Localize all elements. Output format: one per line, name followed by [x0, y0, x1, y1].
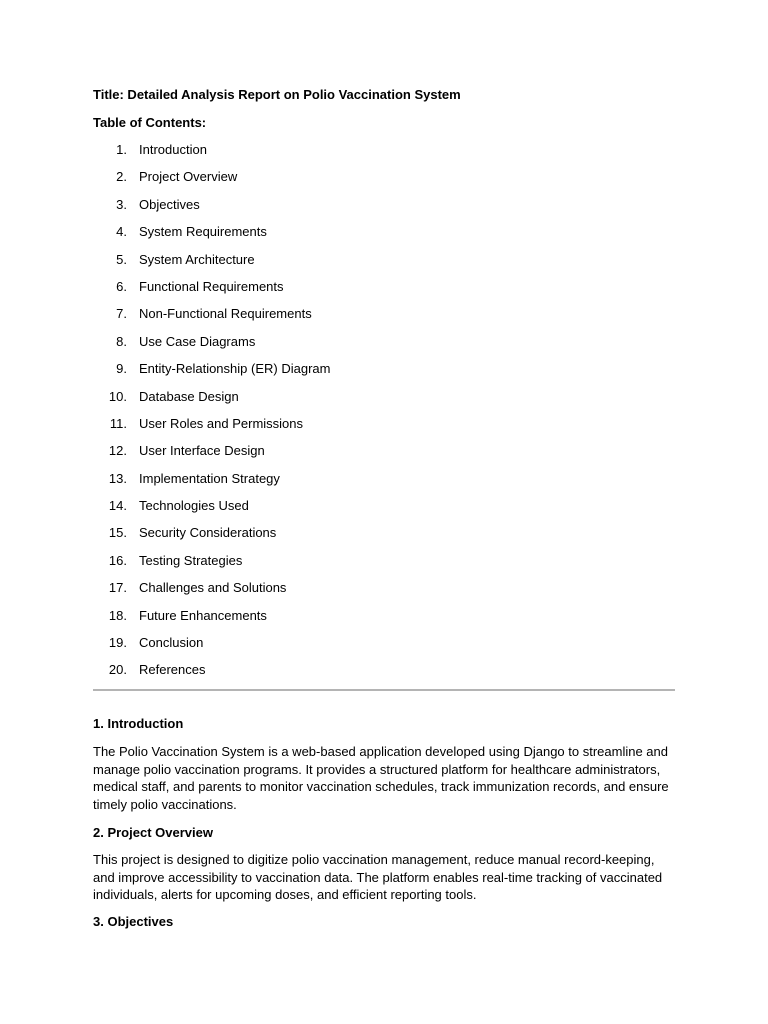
toc-item-label: Entity-Relationship (ER) Diagram: [139, 361, 331, 377]
toc-item-label: References: [139, 662, 206, 678]
toc-item-number: 11.: [109, 415, 127, 431]
toc-item-label: Technologies Used: [139, 498, 249, 514]
toc-item-label: Objectives: [139, 196, 200, 212]
toc-item-label: User Interface Design: [139, 443, 265, 459]
toc-item-label: System Requirements: [139, 224, 267, 240]
toc-item-label: Conclusion: [139, 635, 204, 651]
toc-heading: Table of Contents:: [93, 115, 207, 130]
section-body-project-overview: This project is designed to digitize polio vaccination management, reduce manual record-keeping, and improve accessibility to vaccination data. The platform enables real-time tracking of vaccinated individuals, alerts for upcoming doses, and efficient reporting tools.: [93, 852, 663, 903]
document-title: Title: Detailed Analysis Report on Polio Vaccination System: [93, 87, 461, 102]
toc-item-label: Database Design: [139, 388, 239, 404]
toc-item-number: 12.: [108, 443, 127, 459]
toc-item-number: 9.: [116, 361, 127, 377]
section-heading-project-overview: 2. Project Overview: [93, 825, 213, 840]
toc-item-number: 10.: [108, 388, 127, 404]
toc-item-number: 14.: [108, 498, 127, 514]
toc-item-label: Implementation Strategy: [139, 470, 280, 486]
toc-item-label: Introduction: [139, 142, 207, 157]
toc-item-number: 6.: [116, 278, 127, 294]
toc-item-number: 3.: [116, 196, 127, 212]
section-heading-introduction: 1. Introduction: [93, 716, 184, 731]
toc-item-label: Security Considerations: [139, 525, 277, 541]
horizontal-divider: [93, 689, 675, 691]
toc-item-label: Functional Requirements: [139, 278, 284, 294]
section-body-introduction: The Polio Vaccination System is a web-based application developed using Django to streamline and manage polio vaccination programs. It provides a structured platform for healthcare administrators, medical staff, and parents to monitor vaccination schedules, track immunization records, and ensure timely polio vaccinations.: [93, 744, 669, 812]
toc-item-number: 2.: [116, 169, 127, 185]
toc-item-number: 15.: [108, 525, 127, 541]
toc-item-number: 18.: [108, 607, 127, 623]
toc-item-label: User Roles and Permissions: [139, 415, 304, 431]
toc-item-number: 7.: [116, 306, 127, 322]
toc-item-number: 4.: [116, 224, 127, 240]
toc-item-number: 17.: [108, 580, 127, 596]
toc-item-number: 20.: [108, 662, 127, 678]
toc-item-number: 1.: [116, 142, 127, 157]
toc-item-number: 13.: [108, 470, 127, 486]
toc-item-label: Future Enhancements: [139, 607, 267, 623]
toc-item-label: Non-Functional Requirements: [139, 306, 312, 322]
toc-item-number: 19.: [108, 635, 127, 651]
toc-item-number: 8.: [116, 333, 127, 349]
toc-item-label: Project Overview: [139, 169, 238, 185]
toc-item-label: System Architecture: [139, 251, 255, 267]
toc-item-label: Challenges and Solutions: [139, 580, 287, 596]
toc-item-label: Use Case Diagrams: [139, 333, 256, 349]
section-heading-objectives: 3. Objectives: [93, 914, 174, 929]
toc-item-number: 16.: [108, 552, 127, 568]
toc-item-label: Testing Strategies: [139, 552, 243, 568]
toc-item-number: 5.: [116, 251, 127, 267]
